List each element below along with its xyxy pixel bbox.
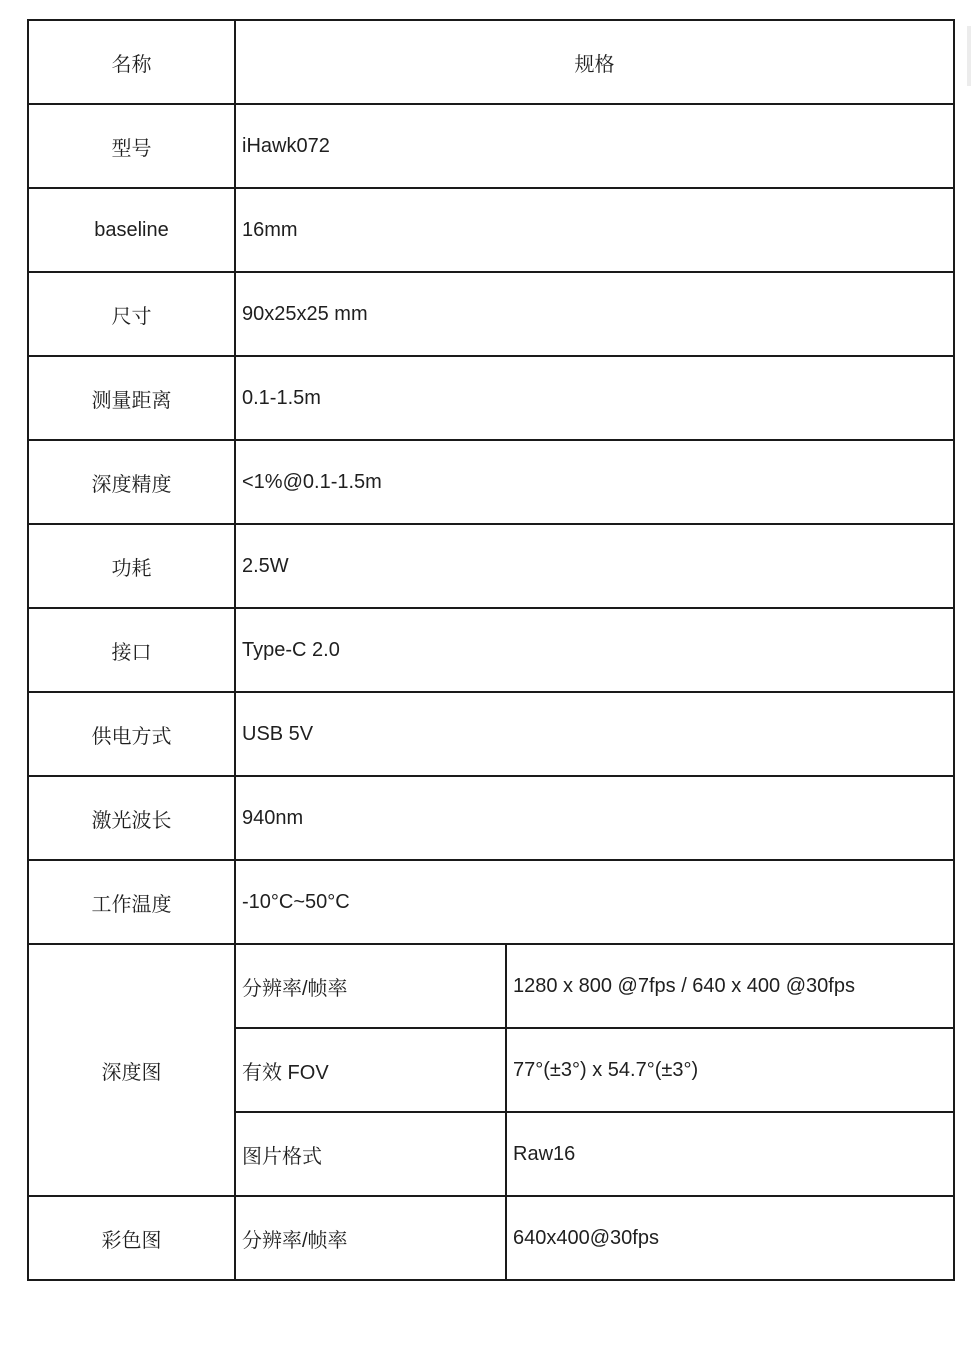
- row-value: Type-C 2.0: [235, 608, 954, 692]
- row-name: 功耗: [28, 524, 235, 608]
- table-row: [28, 776, 954, 860]
- row-name: 深度精度: [28, 440, 235, 524]
- row-value: 90x25x25 mm: [235, 272, 954, 356]
- row-value: 940nm: [235, 776, 954, 860]
- spec-table: [27, 19, 955, 1281]
- table-row: [28, 944, 954, 1028]
- row-name: 尺寸: [28, 272, 235, 356]
- row-value: iHawk072: [235, 104, 954, 188]
- table-row: [28, 860, 954, 944]
- sub-label: 图片格式: [235, 1112, 506, 1196]
- table-row: [28, 104, 954, 188]
- table-header-row: [28, 20, 954, 104]
- sub-label: 分辨率/帧率: [235, 944, 506, 1028]
- header-spec: 规格: [235, 20, 954, 104]
- table-row: [28, 524, 954, 608]
- sub-value: 77°(±3°) x 54.7°(±3°): [506, 1028, 954, 1112]
- header-name: 名称: [28, 20, 235, 104]
- table-row: [28, 356, 954, 440]
- row-value: <1%@0.1-1.5m: [235, 440, 954, 524]
- row-name: baseline: [28, 188, 235, 272]
- row-name: 型号: [28, 104, 235, 188]
- row-value: 16mm: [235, 188, 954, 272]
- row-name: 工作温度: [28, 860, 235, 944]
- row-value: 0.1-1.5m: [235, 356, 954, 440]
- sub-label: 分辨率/帧率: [235, 1196, 506, 1280]
- table-row: [28, 272, 954, 356]
- sub-label: 有效 FOV: [235, 1028, 506, 1112]
- table-row: [28, 188, 954, 272]
- depth-map-name: 深度图: [28, 944, 235, 1196]
- table-row: [28, 440, 954, 524]
- sub-value: 640x400@30fps: [506, 1196, 954, 1280]
- row-value: USB 5V: [235, 692, 954, 776]
- row-name: 测量距离: [28, 356, 235, 440]
- sub-value: Raw16: [506, 1112, 954, 1196]
- row-value: 2.5W: [235, 524, 954, 608]
- row-name: 接口: [28, 608, 235, 692]
- row-name: 激光波长: [28, 776, 235, 860]
- row-name: 供电方式: [28, 692, 235, 776]
- sub-value: 1280 x 800 @7fps / 640 x 400 @30fps: [506, 944, 954, 1028]
- table-row: [28, 1196, 954, 1280]
- scrollbar-edge: [967, 26, 971, 86]
- table-row: [28, 692, 954, 776]
- row-value: -10°C~50°C: [235, 860, 954, 944]
- color-map-name: 彩色图: [28, 1196, 235, 1280]
- table-row: [28, 608, 954, 692]
